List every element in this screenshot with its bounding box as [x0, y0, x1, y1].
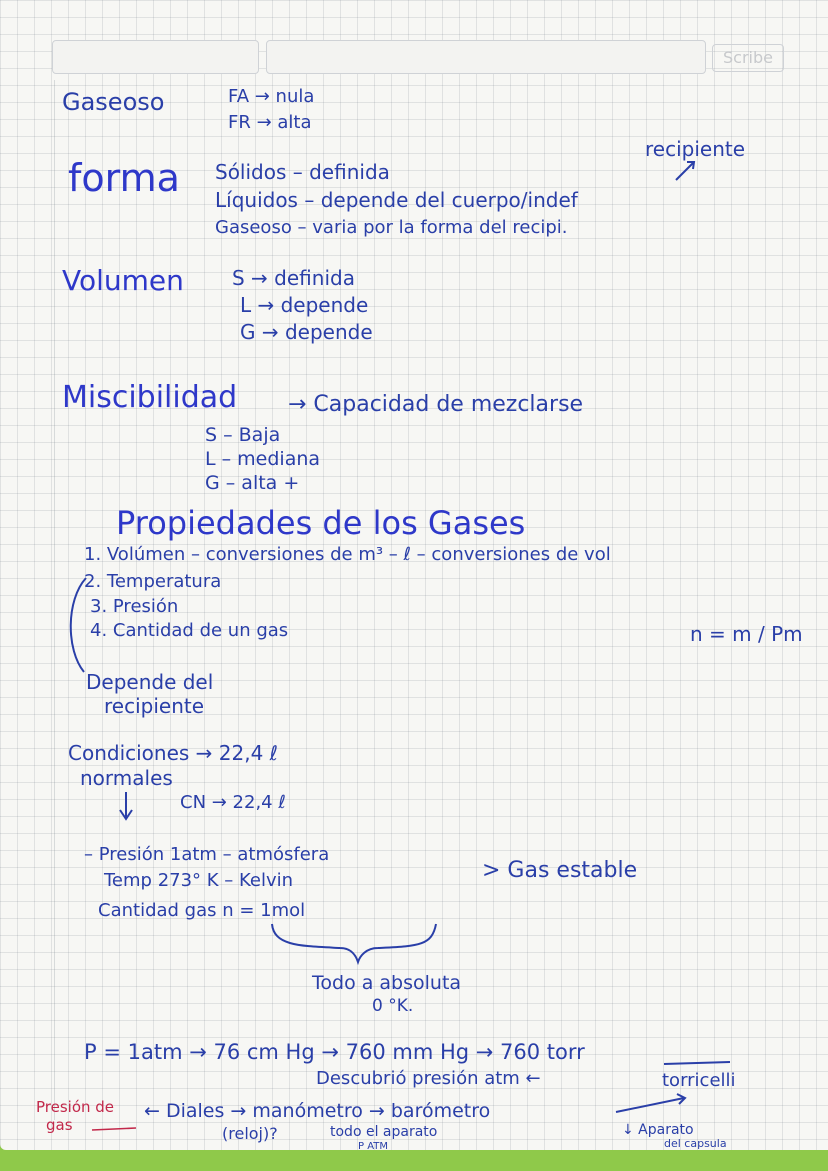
- diales-line: ← Diales → manómetro → barómetro: [144, 1100, 491, 1122]
- reloj-note: (reloj)?: [222, 1124, 278, 1143]
- barometro-arrow: [616, 1098, 684, 1112]
- condiciones-line2: normales: [80, 766, 173, 790]
- todo-cero-kelvin: 0 °K.: [372, 996, 414, 1016]
- conditions-brace: [272, 924, 436, 962]
- fr-line: FR → alta: [228, 112, 312, 133]
- presion-gas-line1: Presión de: [36, 1098, 115, 1116]
- patm-note: P ATM: [358, 1141, 389, 1152]
- presion-gas-line2: gas: [46, 1116, 73, 1134]
- brand-logo: Scribe: [712, 44, 784, 72]
- fa-line: FA → nula: [228, 86, 315, 107]
- volumen-heading: Volumen: [62, 264, 184, 297]
- miscibilidad-definition: → Capacidad de mezclarse: [288, 392, 584, 417]
- misc-s: S – Baja: [205, 424, 281, 446]
- recipiente-arrow: [676, 162, 694, 180]
- aparato-note1: ↓ Aparato: [622, 1122, 694, 1138]
- forma-gaseoso: Gaseoso – varia por la forma del recipi.: [215, 217, 568, 238]
- depende-line2: recipiente: [104, 694, 205, 718]
- propiedades-bracket: [71, 578, 86, 672]
- descubrio-line: Descubrió presión atm ←: [316, 1068, 541, 1089]
- miscibilidad-heading: Miscibilidad: [62, 380, 238, 415]
- presion-line: – Presión 1atm – atmósfera: [84, 844, 330, 865]
- misc-l: L – mediana: [205, 448, 321, 470]
- forma-heading: forma: [68, 156, 180, 200]
- prop-presion: 3. Presión: [90, 596, 179, 617]
- prop-temperatura: 2. Temperatura: [84, 571, 222, 592]
- pressure-conversion: P = 1atm → 76 cm Hg → 760 mm Hg → 760 torr: [84, 1040, 585, 1064]
- aparato-note2: del capsula: [664, 1137, 727, 1150]
- torr-underline: [664, 1062, 730, 1064]
- cantidad-line: Cantidad gas n = 1mol: [98, 900, 306, 921]
- recipiente-note: recipiente: [645, 137, 746, 161]
- torricelli-note: torricelli: [662, 1070, 736, 1091]
- forma-solidos: Sólidos – definida: [215, 160, 390, 184]
- depende-line1: Depende del: [86, 670, 214, 694]
- todo-absoluta: Todo a absoluta: [312, 972, 462, 994]
- presion-gas-arrow: [92, 1128, 136, 1130]
- prop-cantidad: 4. Cantidad de un gas: [90, 620, 289, 641]
- prop-volumen: 1. Volúmen – conversiones de m³ – ℓ – conversiones de vol: [84, 544, 611, 565]
- todo-aparato-note: todo el aparato: [330, 1124, 438, 1140]
- forma-liquidos: Líquidos – depende del cuerpo/indef: [215, 188, 578, 212]
- misc-g: G – alta +: [205, 472, 300, 494]
- cn-line: CN → 22,4 ℓ: [180, 792, 286, 813]
- volumen-l: L → depende: [240, 293, 369, 317]
- volumen-s: S → definida: [232, 266, 355, 290]
- volumen-g: G → depende: [240, 320, 373, 344]
- temp-line: Temp 273° K – Kelvin: [104, 870, 294, 891]
- propiedades-heading: Propiedades de los Gases: [116, 504, 526, 542]
- gaseoso-heading: Gaseoso: [62, 88, 165, 116]
- gas-estable: > Gas estable: [482, 858, 638, 883]
- moles-formula: n = m / Pm: [690, 622, 803, 646]
- condiciones-line1: Condiciones → 22,4 ℓ: [68, 741, 278, 765]
